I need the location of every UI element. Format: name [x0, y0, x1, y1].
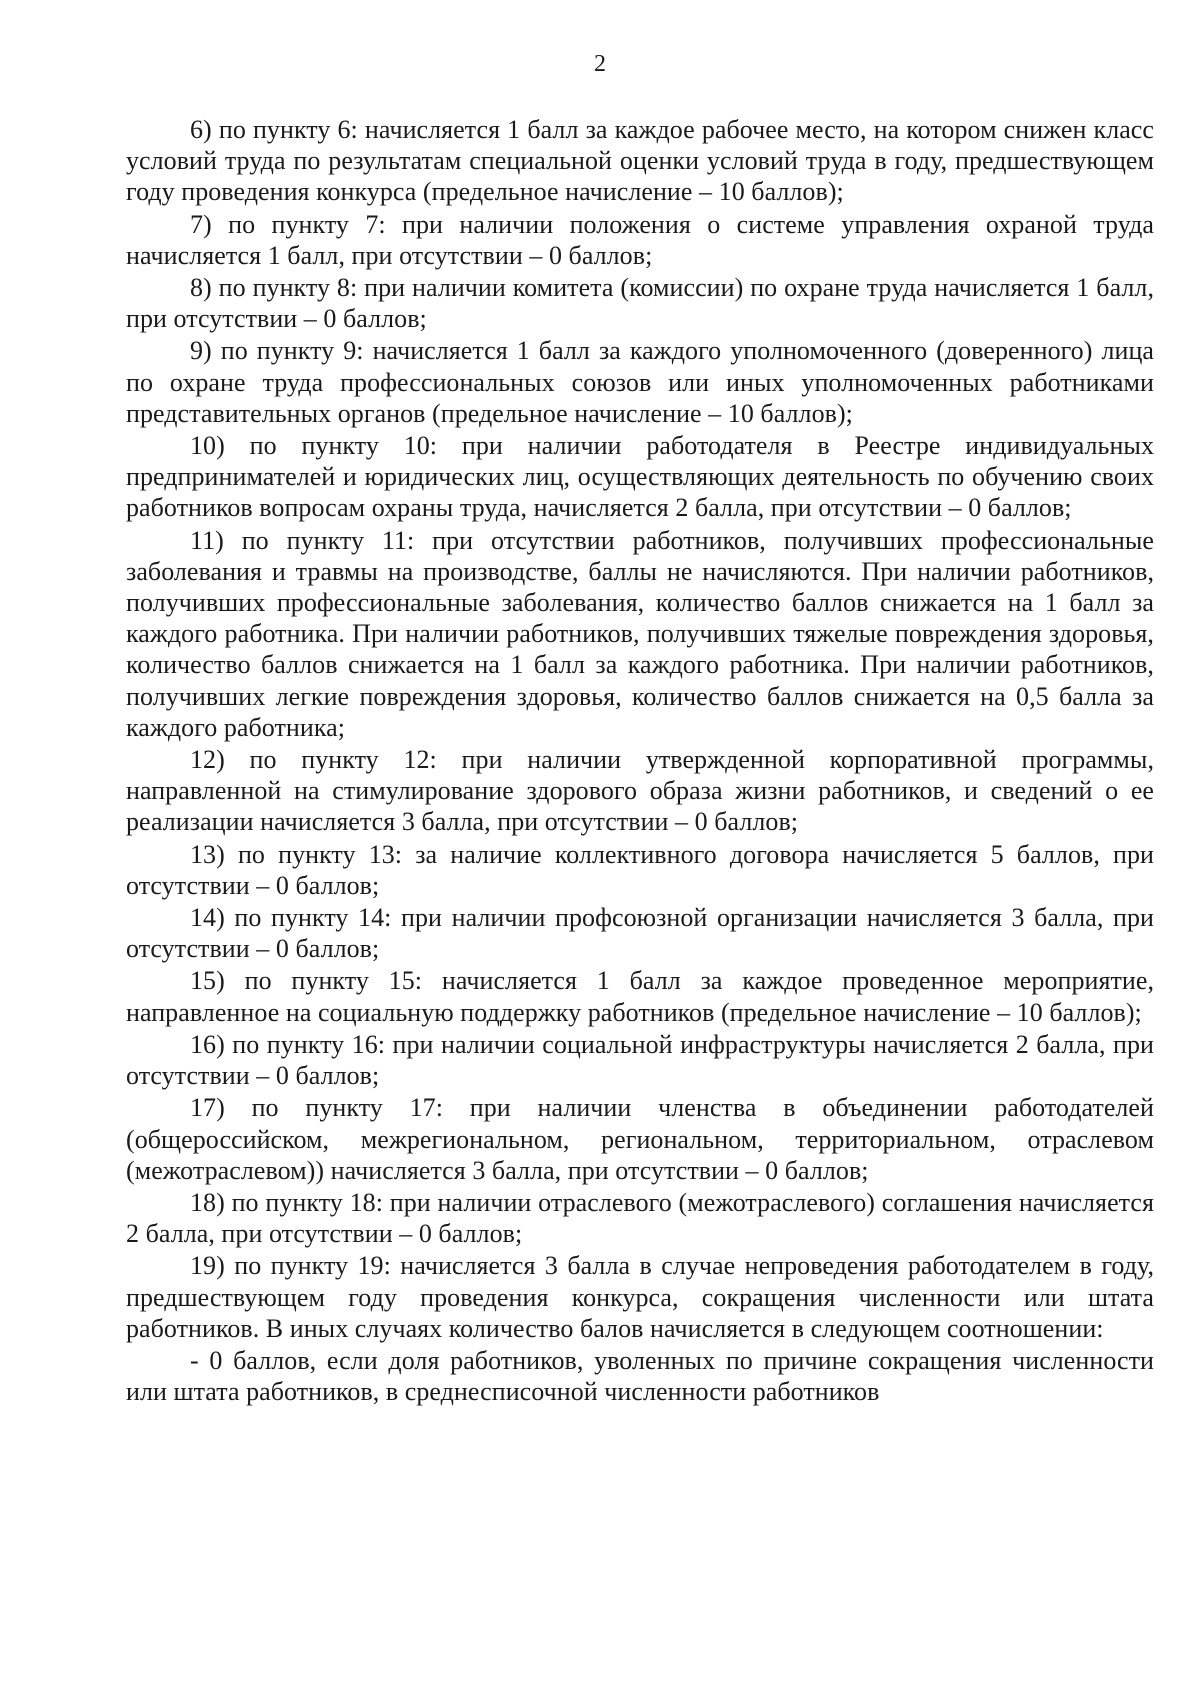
list-item-10: 10) по пункту 10: при наличии работодателя в Реестре индивидуальных предпринимателей и юридических лиц, осуществляющих деятельность по обучению своих работников вопросам охраны труда, начисляется 2 балла, при отсутствии – 0 баллов;: [126, 431, 1154, 523]
list-item-7: 7) по пункту 7: при наличии положения о системе управления охраной труда начисляется 1 балл, при отсутствии – 0 баллов;: [126, 209, 1154, 270]
list-item-17: 17) по пункту 17: при наличии членства в объединении работодателей (общероссийском, межрегиональном, региональном, территориальном, отраслевом (межотраслевом)) начисляется 3 балла, при отсутствии – 0 баллов;: [126, 1093, 1154, 1185]
list-item-6: 6) по пункту 6: начисляется 1 балл за каждое рабочее место, на котором снижен класс условий труда по результатам специальной оценки условий труда в году, предшествующем году проведения конкурса (предельное начисление – 10 баллов);: [126, 115, 1154, 207]
list-item-14: 14) по пункту 14: при наличии профсоюзной организации начисляется 3 балла, при отсутствии – 0 баллов;: [126, 903, 1154, 964]
list-item-12: 12) по пункту 12: при наличии утвержденной корпоративной программы, направленной на стимулирование здорового образа жизни работников, и сведений о ее реализации начисляется 3 балла, при отсутствии – 0 баллов;: [126, 745, 1154, 837]
list-item-11: 11) по пункту 11: при отсутствии работников, получивших профессиональные заболевания и травмы на производстве, баллы не начисляются. При наличии работников, получивших профессиональные заболевания, количество баллов снижается на 1 балл за каждого работника. При наличии работников, получивших тяжелые повреждения здоровья, количество баллов снижается на 1 балл за каждого работника. При наличии работников, получивших легкие повреждения здоровья, количество баллов снижается на 0,5 балла за каждого работника;: [126, 525, 1154, 742]
list-item-8: 8) по пункту 8: при наличии комитета (комиссии) по охране труда начисляется 1 балл, при отсутствии – 0 баллов;: [126, 273, 1154, 334]
list-item-18: 18) по пункту 18: при наличии отраслевого (межотраслевого) соглашения начисляется 2 балла, при отсутствии – 0 баллов;: [126, 1187, 1154, 1249]
page-number: 2: [594, 51, 606, 77]
list-item-16: 16) по пункту 16: при наличии социальной инфраструктуры начисляется 2 балла, при отсутствии – 0 баллов;: [126, 1029, 1154, 1091]
list-item-15: 15) по пункту 15: начисляется 1 балл за каждое проведенное мероприятие, направленное на социальную поддержку работников (предельное начисление – 10 баллов);: [126, 966, 1154, 1027]
document-body: [126, 114, 1154, 1408]
list-item-13: 13) по пункту 13: за наличие коллективного договора начисляется 5 баллов, при отсутствии – 0 баллов;: [126, 839, 1154, 900]
list-item-19: 19) по пункту 19: начисляется 3 балла в случае непроведения работодателем в году, предшествующем году проведения конкурса, сокращения численности или штата работников. В иных случаях количество балов начисляется в следующем соотношении:: [126, 1251, 1154, 1343]
sub-item-dash: - 0 баллов, если доля работников, уволенных по причине сокращения численности или штата работников, в среднесписочной численности работников: [126, 1345, 1154, 1407]
list-item-9: 9) по пункту 9: начисляется 1 балл за каждого уполномоченного (доверенного) лица по охране труда профессиональных союзов или иных уполномоченных работниками представительных органов (предельное начисление – 10 баллов);: [126, 336, 1154, 428]
